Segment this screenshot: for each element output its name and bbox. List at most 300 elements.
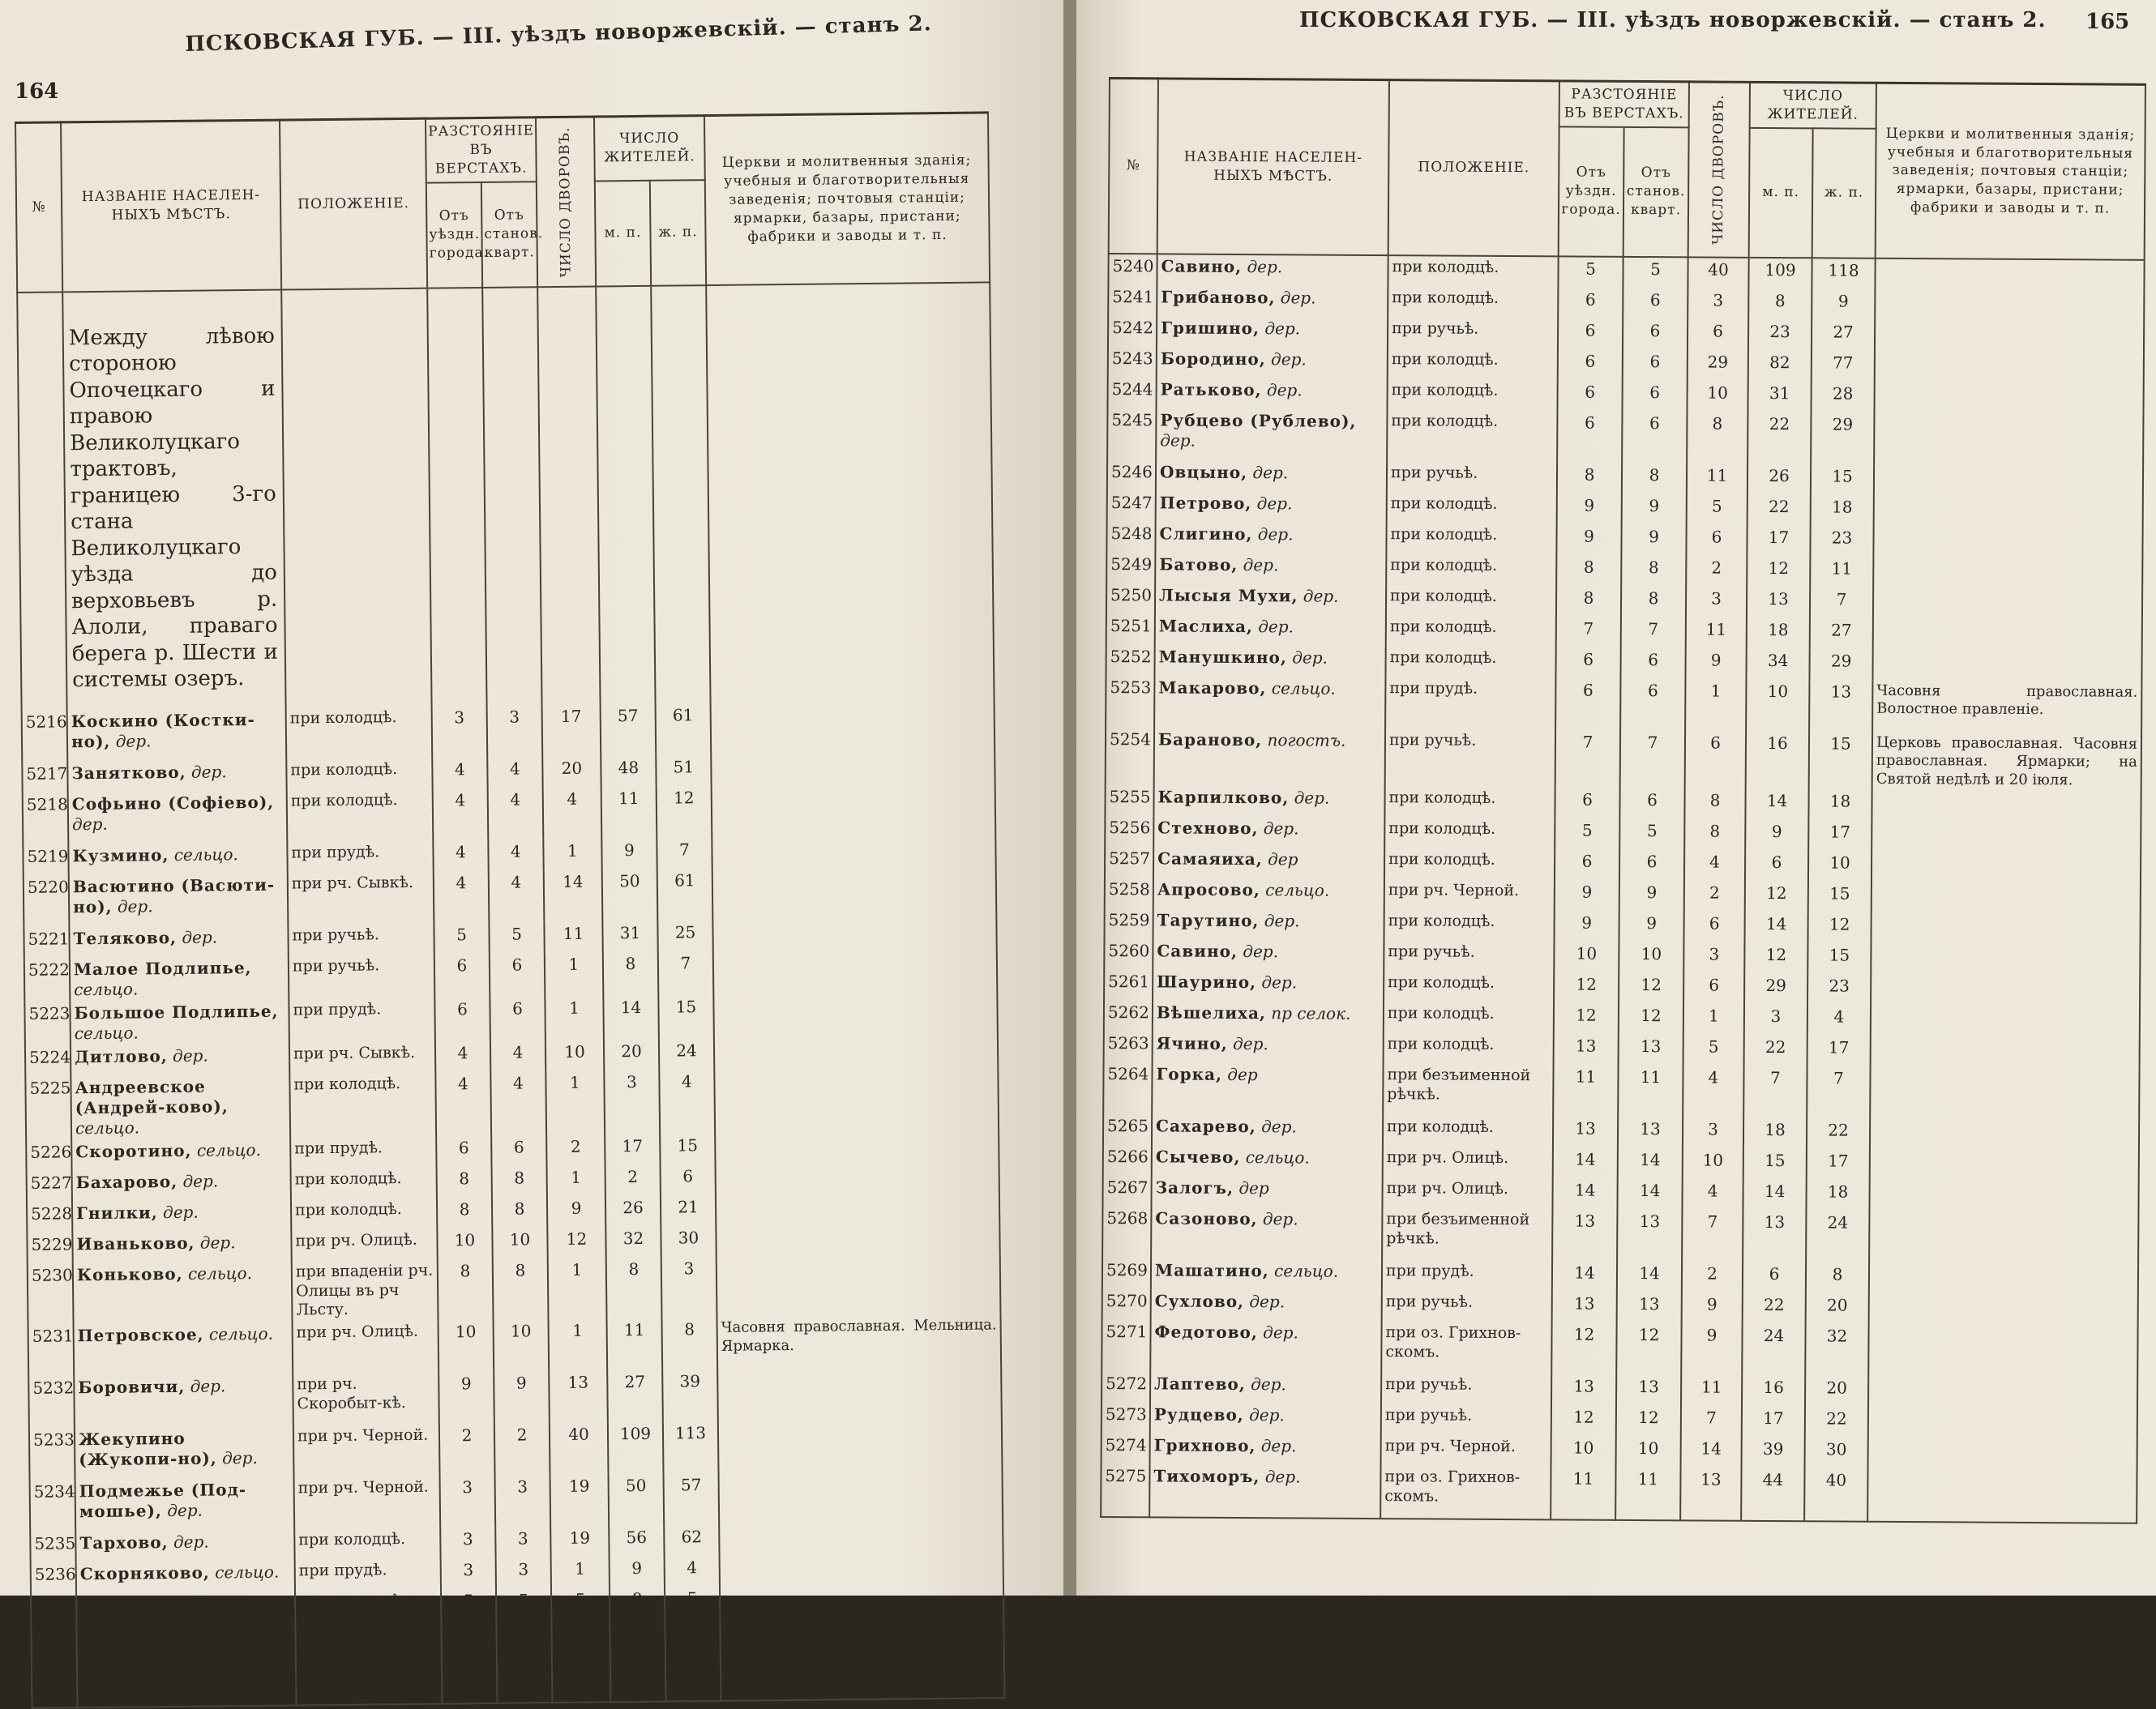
col-yards-header: ЧИСЛО ДВОРОВЪ. xyxy=(1688,82,1750,258)
distance-town-cell: 10 xyxy=(1554,942,1619,973)
notes-cell xyxy=(711,752,995,786)
place-name-cell xyxy=(1152,1115,1383,1147)
place-name-cell xyxy=(75,1530,294,1563)
place-type: дер. xyxy=(173,1532,209,1553)
row-number: 5253 xyxy=(1106,676,1154,728)
row-number: 5224 xyxy=(25,1045,71,1077)
notes-cell xyxy=(719,1470,1003,1525)
notes-cell xyxy=(1873,619,2142,652)
row-number: 5219 xyxy=(23,844,68,876)
distance-stan-cell: 8 xyxy=(492,1166,547,1198)
place-name-cell xyxy=(1153,1032,1384,1065)
distance-town-cell: 5 xyxy=(434,923,489,955)
female-cell: 8 xyxy=(1806,1263,1869,1294)
place-type: дер. xyxy=(117,896,153,916)
place-name: Большое Подлипье, xyxy=(74,1001,279,1023)
position-cell: при ручьѣ. xyxy=(289,954,435,999)
female-cell: 15 xyxy=(1809,732,1872,790)
place-name-cell xyxy=(71,1043,289,1076)
row-number: 5243 xyxy=(1108,347,1157,378)
distance-stan-cell: 4 xyxy=(488,840,543,871)
position-cell: при колодцѣ. xyxy=(1384,972,1554,1003)
male-cell: 14 xyxy=(1745,789,1808,820)
notes-cell xyxy=(1875,258,2144,292)
notes-cell xyxy=(720,1583,1004,1639)
yards-cell: 5 xyxy=(1687,494,1747,525)
notes-cell xyxy=(716,1192,999,1226)
place-type: дер. xyxy=(1252,462,1289,483)
position-cell: при безъименной рѣчкѣ. xyxy=(1383,1064,1553,1117)
place-name: Карпилково, xyxy=(1157,787,1290,808)
female-cell: 4 xyxy=(659,1070,715,1134)
col-yards-header: ЧИСЛО ДВОРОВЪ. xyxy=(536,117,596,287)
position-cell: при рч. Черной. xyxy=(1381,1435,1551,1467)
male-cell: 22 xyxy=(1744,1036,1807,1066)
row-number: 5245 xyxy=(1107,408,1156,460)
yards-cell: 11 xyxy=(1686,617,1747,648)
yards-cell: 14 xyxy=(544,869,603,922)
notes-cell xyxy=(1869,1263,2138,1296)
place-type: дер. xyxy=(1256,493,1293,514)
place-type: сельцо. xyxy=(1271,678,1336,699)
position-cell: при колодцѣ. xyxy=(1385,647,1555,678)
distance-stan-cell: 12 xyxy=(1619,1004,1683,1035)
yards-cell: 17 xyxy=(542,704,601,757)
row-number: 5220 xyxy=(24,875,70,928)
place-name-cell xyxy=(67,759,286,793)
yards-cell: 2 xyxy=(1684,882,1745,912)
position-cell: при колодцѣ. xyxy=(294,1528,440,1561)
row-number: 5273 xyxy=(1102,1403,1150,1433)
distance-town-cell: 13 xyxy=(1552,1292,1617,1323)
row-number: 5258 xyxy=(1105,878,1153,908)
male-cell: 34 xyxy=(1746,649,1809,680)
male-cell: 48 xyxy=(601,756,656,788)
place-name-cell xyxy=(1151,1259,1382,1292)
distance-stan-cell: 6 xyxy=(1619,850,1684,881)
place-name: Залогъ, xyxy=(1155,1177,1234,1198)
distance-stan-cell: 6 xyxy=(491,1135,546,1167)
place-name-cell xyxy=(1150,1404,1381,1436)
place-name: Занятково, xyxy=(71,762,186,784)
male-cell: 31 xyxy=(602,921,657,953)
distance-town-cell: 11 xyxy=(1551,1468,1615,1520)
row-number: 5263 xyxy=(1104,1032,1153,1062)
distance-stan-cell: 10 xyxy=(1616,1437,1681,1468)
row-number: 5249 xyxy=(1106,553,1155,583)
position-cell: при рч. Скоробыт-кѣ. xyxy=(293,1373,439,1426)
place-name: Макарово, xyxy=(1158,677,1267,699)
female-cell: 57 xyxy=(664,1473,720,1526)
place-name-cell xyxy=(71,1138,290,1171)
table-row xyxy=(28,1254,1001,1325)
distance-stan-cell: 6 xyxy=(1622,412,1687,464)
position-cell: при ручьѣ. xyxy=(1387,462,1557,493)
place-type: дер. xyxy=(1271,349,1307,370)
place-type: дер. xyxy=(1264,1467,1301,1487)
row-number: 5272 xyxy=(1102,1372,1150,1403)
yards-cell: 12 xyxy=(547,1227,605,1258)
place-type: дер. xyxy=(71,814,108,835)
distance-town-cell: 2 xyxy=(439,1424,495,1476)
distance-stan-cell: 10 xyxy=(1619,942,1683,973)
female-cell: 12 xyxy=(1807,913,1871,944)
place-name: Мосѣево, xyxy=(81,1677,177,1698)
col-num-header: № xyxy=(15,122,62,293)
place-type: сельцо. xyxy=(187,1263,253,1284)
place-type: дер xyxy=(1227,1065,1258,1085)
yards-cell: 2 xyxy=(1686,556,1747,587)
female-cell: 10 xyxy=(1808,852,1872,882)
place-name: Гнилки, xyxy=(75,1203,158,1224)
yards-cell: 9 xyxy=(1681,1324,1742,1376)
place-name: Тарутино, xyxy=(1157,910,1260,931)
place-name: Дитлово, xyxy=(74,1045,168,1067)
yards-cell: 1 xyxy=(551,1557,610,1588)
col-distance-header: РАЗСТОЯНІЕ ВЪ ВЕРСТАХЪ. xyxy=(1559,81,1689,127)
distance-town-cell: 9 xyxy=(1557,493,1622,524)
yards-cell: 1 xyxy=(547,1165,605,1197)
female-cell: 61 xyxy=(657,869,713,921)
place-name: Бараново, xyxy=(1157,729,1263,750)
distance-town-cell: 6 xyxy=(1558,288,1623,318)
notes-cell xyxy=(712,865,997,921)
female-cell: 7 xyxy=(658,951,714,996)
place-name-cell xyxy=(68,790,288,844)
female-cell: 5 xyxy=(665,1587,721,1639)
place-name-cell xyxy=(72,1230,291,1263)
yards-cell: 40 xyxy=(1688,257,1748,288)
distance-town-cell: 8 xyxy=(438,1259,494,1321)
place-name: Шаурино, xyxy=(1157,972,1257,993)
distance-town-cell: 4 xyxy=(435,1072,491,1137)
col-population-header: ЧИСЛО ЖИТЕЛЕЙ. xyxy=(1750,82,1876,128)
place-name-cell xyxy=(1157,347,1388,379)
yards-cell: 6 xyxy=(1688,319,1748,350)
distance-stan-cell: 13 xyxy=(1617,1210,1682,1262)
col-notes-header: Церкви и молитвенныя зданія; учебныя и благотворительныя заведенія; почтовыя станціи; ярмарки, базары, пристани; фабрики и заводы и т. п. xyxy=(704,113,990,285)
place-name: Кузмино, xyxy=(72,844,169,866)
row-number: 5225 xyxy=(25,1076,71,1141)
distance-stan-cell: 9 xyxy=(1622,494,1687,525)
place-name-cell xyxy=(75,1478,295,1532)
position-cell: при рч. Сывкѣ. xyxy=(288,871,434,925)
female-cell: 25 xyxy=(657,921,712,952)
row-number: 5216 xyxy=(22,710,68,763)
yards-cell: 19 xyxy=(550,1474,610,1527)
distance-stan-cell: 13 xyxy=(1616,1375,1681,1406)
male-cell: 31 xyxy=(1747,382,1811,412)
yards-cell: 10 xyxy=(1683,1149,1743,1180)
position-cell: при оз. Грихнов-скомъ. xyxy=(1381,1322,1551,1374)
male-cell: 39 xyxy=(1742,1438,1805,1468)
place-name: Бараново (Силинъ Дворъ), xyxy=(80,1592,271,1635)
position-cell: при колодцѣ. xyxy=(1384,910,1554,942)
place-name-cell xyxy=(1150,1434,1381,1467)
female-cell: 20 xyxy=(1806,1294,1869,1325)
place-name: Рубцево (Рублево), xyxy=(1160,410,1357,431)
place-name-cell xyxy=(1154,645,1385,677)
distance-town-cell: 14 xyxy=(1552,1179,1617,1210)
place-type: дер. xyxy=(1262,1209,1298,1229)
female-cell: 11 xyxy=(1810,557,1873,587)
place-name: Ратьково, xyxy=(1160,379,1262,400)
distance-stan-cell: 14 xyxy=(1617,1179,1682,1210)
row-number: 5234 xyxy=(30,1480,76,1532)
place-name: Рудцево, xyxy=(1153,1404,1244,1425)
distance-stan-cell: 4 xyxy=(488,788,544,840)
female-cell: 113 xyxy=(663,1421,719,1474)
place-name: Тархово, xyxy=(79,1532,169,1553)
distance-town-cell: 4 xyxy=(434,871,490,924)
notes-cell xyxy=(716,1161,999,1195)
female-cell: 18 xyxy=(1808,790,1872,821)
place-name: Манушкино, xyxy=(1158,647,1287,668)
yards-cell: 9 xyxy=(547,1196,605,1228)
male-cell: 11 xyxy=(607,1318,663,1371)
female-cell: 7 xyxy=(657,838,712,869)
female-cell: 15 xyxy=(1807,944,1871,975)
place-name-cell xyxy=(70,955,289,1002)
table-row xyxy=(25,1066,999,1141)
place-name-cell xyxy=(74,1374,293,1429)
distance-stan-cell: 6 xyxy=(1623,350,1688,381)
female-cell: 39 xyxy=(662,1369,718,1422)
place-name-cell xyxy=(70,999,289,1045)
place-type: дер. xyxy=(162,1202,199,1222)
position-cell: при ручьѣ. xyxy=(1385,729,1555,788)
place-name-cell xyxy=(1153,848,1384,880)
yards-cell: 4 xyxy=(1683,1066,1743,1118)
distance-stan-cell: 9 xyxy=(1621,525,1686,556)
place-name: Грибаново, xyxy=(1161,287,1276,308)
place-name: Гришино, xyxy=(1161,318,1260,339)
yards-cell: 19 xyxy=(550,1526,609,1557)
male-cell: 20 xyxy=(604,1040,659,1071)
male-cell: 15 xyxy=(1743,1149,1807,1180)
notes-cell xyxy=(714,1036,998,1070)
place-name-cell xyxy=(1153,971,1384,1003)
place-name-cell xyxy=(71,1074,290,1140)
place-name: Петрово, xyxy=(1159,493,1252,513)
yards-cell: 4 xyxy=(543,787,602,840)
place-name: Полозово, xyxy=(80,1645,186,1667)
place-name-cell xyxy=(72,1199,291,1233)
notes-cell xyxy=(720,1553,1003,1587)
row-number: 5235 xyxy=(30,1532,75,1563)
distance-stan-cell: 10 xyxy=(494,1319,550,1372)
male-cell: 32 xyxy=(605,1227,661,1258)
place-name-cell xyxy=(1150,1321,1381,1374)
notes-cell xyxy=(1872,852,2141,884)
position-cell: при колодцѣ. xyxy=(1387,410,1557,463)
female-cell: 29 xyxy=(1811,412,1874,464)
yards-cell: 1 xyxy=(545,996,604,1040)
table-row xyxy=(1102,1207,2138,1265)
male-cell: 29 xyxy=(610,1670,665,1703)
col-male-header: м. п. xyxy=(595,181,651,287)
place-name: Савино, xyxy=(1161,256,1243,276)
place-type: дер. xyxy=(1280,288,1316,308)
male-cell: 16 xyxy=(1742,1376,1805,1407)
notes-cell xyxy=(711,700,995,755)
row-number: 5261 xyxy=(1104,970,1153,1001)
yards-cell: 40 xyxy=(550,1422,609,1475)
settlements-table xyxy=(1100,77,2146,1524)
distance-stan-cell: 13 xyxy=(1619,1035,1683,1066)
distance-town-cell: 6 xyxy=(434,954,490,998)
yards-cell: 1 xyxy=(545,952,604,997)
distance-town-cell: 11 xyxy=(1553,1066,1618,1117)
col-dist-town-header: Отъ уѣздн. города. xyxy=(426,182,482,288)
distance-stan-cell: 6 xyxy=(490,953,545,998)
notes-cell xyxy=(721,1635,1004,1669)
distance-town-cell: 3 xyxy=(432,706,488,758)
distance-town-cell: 6 xyxy=(1555,678,1620,730)
row-number: 5233 xyxy=(29,1428,75,1480)
male-cell: 8 xyxy=(610,1639,665,1671)
row-number: 5231 xyxy=(28,1324,75,1377)
row-number: 5260 xyxy=(1104,939,1153,970)
female-cell: 3 xyxy=(665,1639,721,1670)
place-type: сельцо. xyxy=(1245,1147,1310,1168)
row-number: 5264 xyxy=(1103,1062,1152,1114)
distance-town-cell: 9 xyxy=(438,1372,494,1425)
position-cell: при колодцѣ. xyxy=(286,706,433,759)
col-dist-stan-header: Отъ станов. кварт. xyxy=(481,182,537,288)
place-name-cell xyxy=(1151,1207,1382,1261)
row-number: 5250 xyxy=(1106,583,1155,614)
yards-cell: 7 xyxy=(1682,1211,1743,1263)
yards-cell: 8 xyxy=(1684,820,1745,851)
position-cell: при рч. Олицѣ. xyxy=(293,1321,439,1374)
yards-cell: 6 xyxy=(1686,525,1747,556)
place-name: Слигино, xyxy=(1159,523,1253,544)
notes-cell xyxy=(1871,975,2140,1007)
distance-town-cell: 6 xyxy=(1557,380,1622,411)
distance-stan-cell: 14 xyxy=(1617,1262,1682,1292)
notes-cell xyxy=(1871,944,2140,976)
distance-town-cell: 5 xyxy=(1558,256,1623,288)
place-type: дер. xyxy=(1251,1374,1286,1395)
place-name-cell xyxy=(1153,1002,1384,1034)
male-cell: 26 xyxy=(1747,464,1811,495)
notes-cell xyxy=(1872,882,2141,915)
col-distance-header: РАЗСТОЯНІЕ ВЪ ВЕРСТАХЪ. xyxy=(426,117,537,183)
place-type: дер. xyxy=(199,1233,236,1253)
notes-cell: Часовня православная. Волостное правленіе. xyxy=(1872,681,2141,734)
yards-cell: 10 xyxy=(1687,381,1747,412)
yards-cell: 4 xyxy=(1684,851,1745,882)
col-female-header: ж. п. xyxy=(1812,128,1876,258)
place-name: Тихоморъ, xyxy=(1153,1466,1260,1487)
position-cell: при прудѣ. xyxy=(290,1136,436,1169)
female-cell: 12 xyxy=(657,786,712,839)
male-cell: 9 xyxy=(601,839,657,870)
yards-cell: 14 xyxy=(1681,1438,1742,1468)
notes-cell xyxy=(713,948,998,995)
place-name: Маслиха, xyxy=(1158,616,1253,636)
col-name-header: НАЗВАНІЕ НАСЕЛЕН-НЫХЪ МѢСТЪ. xyxy=(61,120,281,292)
distance-town-cell: 4 xyxy=(442,1672,497,1704)
distance-stan-cell: 9 xyxy=(1619,912,1683,942)
position-cell: при ручьѣ. xyxy=(296,1673,442,1706)
place-type: сельцо. xyxy=(74,979,139,1000)
position-cell: при колодцѣ. xyxy=(1387,379,1557,411)
yards-cell: 1 xyxy=(543,839,601,870)
place-name: Теляково, xyxy=(73,927,178,949)
distance-stan-cell: 6 xyxy=(1622,381,1687,412)
male-cell: 7 xyxy=(1743,1066,1807,1118)
place-name-cell xyxy=(1152,1063,1383,1117)
place-name-cell xyxy=(69,925,288,958)
position-cell: при колодцѣ. xyxy=(287,788,434,842)
notes-cell xyxy=(1868,1438,2137,1471)
position-cell: при колодцѣ. xyxy=(286,758,432,790)
row-number: 5247 xyxy=(1107,491,1156,522)
distance-stan-cell: 12 xyxy=(1619,973,1683,1004)
row-number: 5274 xyxy=(1102,1433,1150,1464)
notes-cell xyxy=(1875,352,2144,384)
male-cell: 57 xyxy=(601,704,657,757)
yards-cell: 8 xyxy=(1684,789,1745,820)
place-name-cell xyxy=(69,873,289,927)
position-cell: при рч. Черной. xyxy=(293,1425,440,1478)
place-name-cell xyxy=(77,1674,296,1708)
position-cell: при колодцѣ. xyxy=(1384,818,1555,849)
row-number: 5226 xyxy=(26,1140,71,1172)
distance-stan-cell: 2 xyxy=(494,1423,550,1476)
distance-town-cell: 6 xyxy=(1558,349,1623,380)
yards-cell: 13 xyxy=(1680,1468,1741,1521)
distance-stan-cell: 4 xyxy=(490,1040,545,1072)
distance-town-cell: 8 xyxy=(437,1198,492,1229)
place-name: Боровичи, xyxy=(78,1376,186,1398)
distance-town-cell: 12 xyxy=(1551,1323,1616,1375)
place-name-cell xyxy=(1152,1146,1383,1178)
female-cell: 21 xyxy=(661,1195,716,1227)
notes-cell xyxy=(1873,558,2142,590)
distance-stan-cell: 4 xyxy=(489,870,545,923)
female-cell: 51 xyxy=(656,755,711,787)
female-cell: 24 xyxy=(1806,1211,1869,1263)
distance-stan-cell: 13 xyxy=(1618,1117,1683,1148)
place-type: дер. xyxy=(1294,788,1330,809)
notes-cell xyxy=(1875,290,2144,323)
notes-cell xyxy=(716,1223,999,1257)
place-type: сельцо. xyxy=(1274,1261,1339,1282)
distance-town-cell: 6 xyxy=(1555,788,1619,819)
place-name-cell xyxy=(1156,460,1387,493)
distance-town-cell: 9 xyxy=(1555,881,1619,912)
position-cell: при колодцѣ. xyxy=(1386,523,1556,555)
place-type: дер. xyxy=(1233,1034,1268,1054)
female-cell: 35 xyxy=(665,1669,721,1702)
distance-town-cell: 9 xyxy=(1556,524,1621,555)
col-dist-town-header: Отъ уѣздн. города. xyxy=(1559,126,1624,256)
distance-stan-cell: 5 xyxy=(489,922,544,954)
place-type: сельцо. xyxy=(190,1645,255,1665)
yards-cell: 2 xyxy=(546,1134,605,1166)
distance-town-cell: 6 xyxy=(1555,850,1619,881)
table-row xyxy=(1102,1320,2137,1378)
yards-cell: 10 xyxy=(545,1040,604,1071)
male-cell: 24 xyxy=(1742,1324,1805,1376)
distance-town-cell: 3 xyxy=(440,1527,495,1559)
male-cell: 27 xyxy=(607,1370,663,1423)
distance-town-cell: 7 xyxy=(1556,617,1621,647)
place-type: дер. xyxy=(1258,617,1294,637)
